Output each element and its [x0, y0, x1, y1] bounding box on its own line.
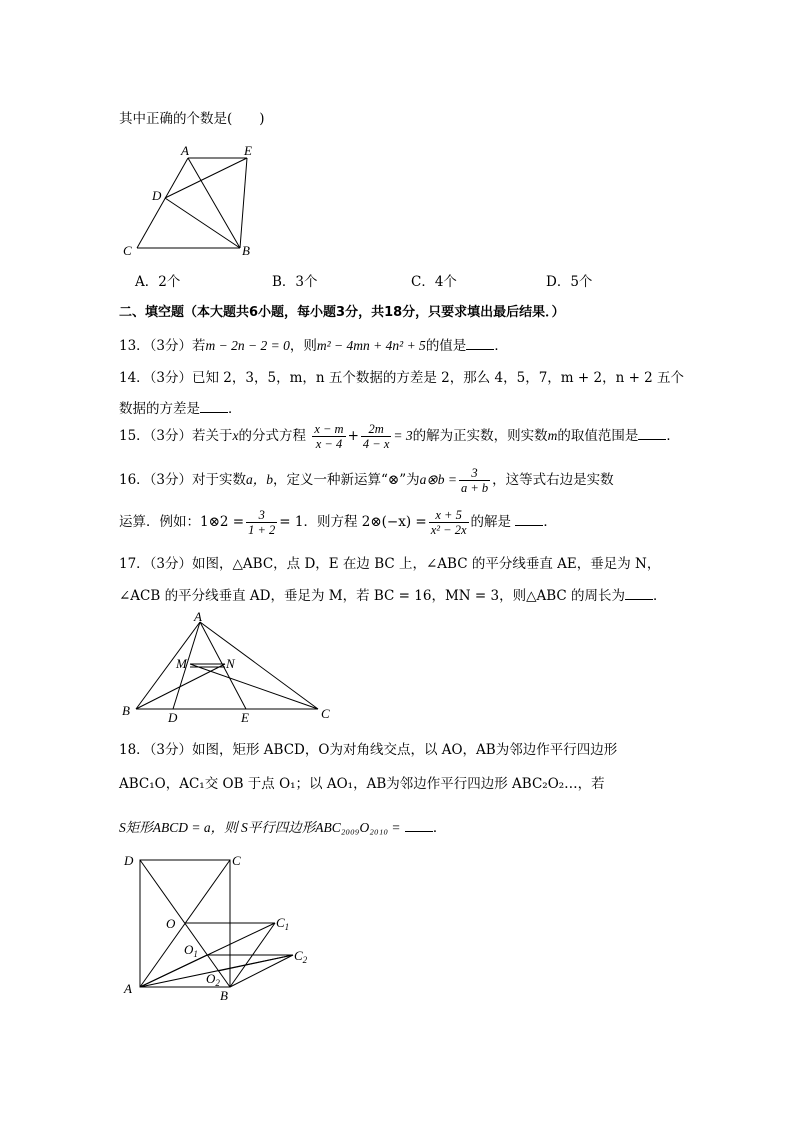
q15-frac2: $\frac{2m}{4 - x}$ [362, 422, 390, 451]
q17-label-e: E [241, 710, 249, 725]
q17-line1: 17．（3分）如图，△ABC，点 D，E 在边 BC 上，∠ABC 的平分线垂直 AE，垂足为 N， [119, 556, 661, 572]
q14-line1: 14．（3分）已知 2，3，5，m，n 五个数据的方差是 2，那么 4，5，7，m + 2，n + 2 五个 [119, 370, 685, 386]
q13-answer-blank [466, 337, 494, 350]
q17-answer-blank [625, 587, 653, 600]
q17-label-b: B [122, 703, 130, 718]
q13-condition: m − 2n − 2 = 0 [205, 338, 290, 353]
q18-line3-prefix: S矩形ABCD = a，则 S平行四边形ABC₂₀₀₉O₂₀₁₀ = [119, 820, 401, 835]
q13-suffix: 的值是 [425, 338, 467, 354]
q16-ab: a，b [246, 472, 274, 487]
q14-line2-text: 数据的方差是 [119, 401, 200, 417]
q12-label-e: E [244, 143, 252, 158]
q16-line2: 运算．例如：1⊗2 = $\frac{3}{1 + 2}$ = 1．则方程 2⊗(−x) = $\frac{x + 5}{\text{x² − 2x}}$ 的解是 ． [119, 508, 557, 537]
q18-answer-blank [405, 819, 433, 832]
q17-label-n: N [226, 656, 235, 671]
q13-mid: ，则 [289, 338, 317, 354]
q13-prefix: 13．（3分）若 [119, 338, 206, 354]
section-heading: 二、填空题（本大题共6小题，每小题3分，共18分，只要求填出最后结果．） [119, 305, 565, 320]
q16-frac-example: $\frac{3}{1 + 2}$ [248, 508, 276, 537]
q17-figure [118, 612, 338, 727]
q16-line2-prefix: 运算．例如：1⊗2 = [119, 514, 245, 530]
q15: 15．（3分）若关于x的分式方程 $\frac{x - m}{x - 4}$ + $\frac{2m}{4 - x}$ = 3的解为正实数，则实数m的取值范围是 ． [119, 422, 680, 451]
q15-var2: m [547, 428, 558, 443]
q16-frac-equation: $\frac{x + 5}{\text{x² − 2x}}$ [430, 508, 467, 537]
q15-prefix: 15．（3分）若关于 [119, 428, 233, 444]
q18-label-c: C [232, 853, 241, 868]
q13-expression: m² − 4mn + 4n² + 5 [316, 338, 426, 353]
q13: 13．（3分）若m − 2n − 2 = 0，则m² − 4mn + 4n² + 5的值是 ． [119, 338, 508, 354]
q17-label-m: M [176, 656, 187, 671]
q18-label-o2: $O_2$ [206, 971, 220, 988]
q18-figure [118, 850, 318, 1010]
q18-label-c1: $C_1$ [276, 915, 290, 932]
q12-figure [115, 140, 275, 260]
q17-label-d: D [168, 710, 178, 725]
q12-label-d: D [152, 188, 162, 203]
q14-line2: 数据的方差是 ． [119, 401, 242, 417]
q18-line2: ABC₁O，AC₁交 OB 于点 O₁；以 AO₁，AB为邻边作平行四边形 ABC₂O₂…，若 [119, 776, 605, 792]
choice-a: A．2个 [135, 274, 181, 290]
q12-label-c: C [123, 243, 132, 258]
q16-line1 [119, 466, 614, 495]
q18-line1: 18．（3分）如图，矩形 ABCD，O为对角线交点，以 AO，AB为邻边作平行四边形 [119, 742, 618, 758]
q17-line2: ∠ACB 的平分线垂直 AD，垂足为 M，若 BC = 16，MN = 3，则△ABC 的周长为 ． [119, 588, 667, 604]
q18-label-d: D [124, 853, 134, 868]
q15-frac1: $\frac{x - m}{x - 4}$ [314, 422, 344, 451]
q16-line1-prefix: 16．（3分）对于实数 [119, 472, 247, 488]
q18-label-o1: $O_1$ [184, 942, 198, 959]
q18-label-a: A [124, 981, 132, 996]
q16-line1-mid: ，定义一种新运算“⊗”为 [273, 472, 420, 488]
q15-suffix: 的解为正实数，则实数 [412, 428, 548, 444]
q12-label-a: A [181, 143, 189, 158]
choice-b: B．3个 [272, 274, 318, 290]
q12-prompt: 其中正确的个数是( ) [119, 111, 265, 127]
q17-label-a: A [194, 612, 202, 624]
q16-line2-mid: = 1．则方程 2⊗(−x) = [279, 514, 427, 530]
q18-line3: S矩形ABCD = a，则 S平行四边形ABC₂₀₀₉O₂₀₁₀ = ． [119, 820, 447, 836]
q18-label-o: O [166, 916, 176, 931]
q18-label-b: B [220, 988, 228, 1003]
q16-op: a⊗b = [419, 472, 457, 487]
q15-suffix2: 的取值范围是 [557, 428, 639, 444]
choice-d: D．5个 [546, 274, 593, 290]
q16-answer-blank [515, 513, 543, 526]
q18-label-c2: $C_2$ [294, 948, 308, 965]
q15-var: x [232, 428, 239, 443]
q16-line2-suffix: 的解是 [470, 514, 512, 530]
q12-label-b: B [242, 243, 250, 258]
q17-line2-prefix: ∠ACB 的平分线垂直 AD，垂足为 M，若 BC = 16，MN = 3，则△ABC 的周长为 [119, 588, 625, 604]
q15-answer-blank [638, 427, 666, 440]
choice-c: C．4个 [411, 274, 457, 290]
q15-mid: 的分式方程 [238, 428, 307, 444]
q15-eq: = 3 [393, 428, 413, 443]
q14-answer-blank [200, 400, 228, 413]
q16-line1-suffix: ，这等式右边是实数 [492, 472, 614, 488]
q17-label-c: C [321, 706, 330, 721]
q16-frac-def: $\frac{3}{a + b}$ [460, 466, 489, 495]
